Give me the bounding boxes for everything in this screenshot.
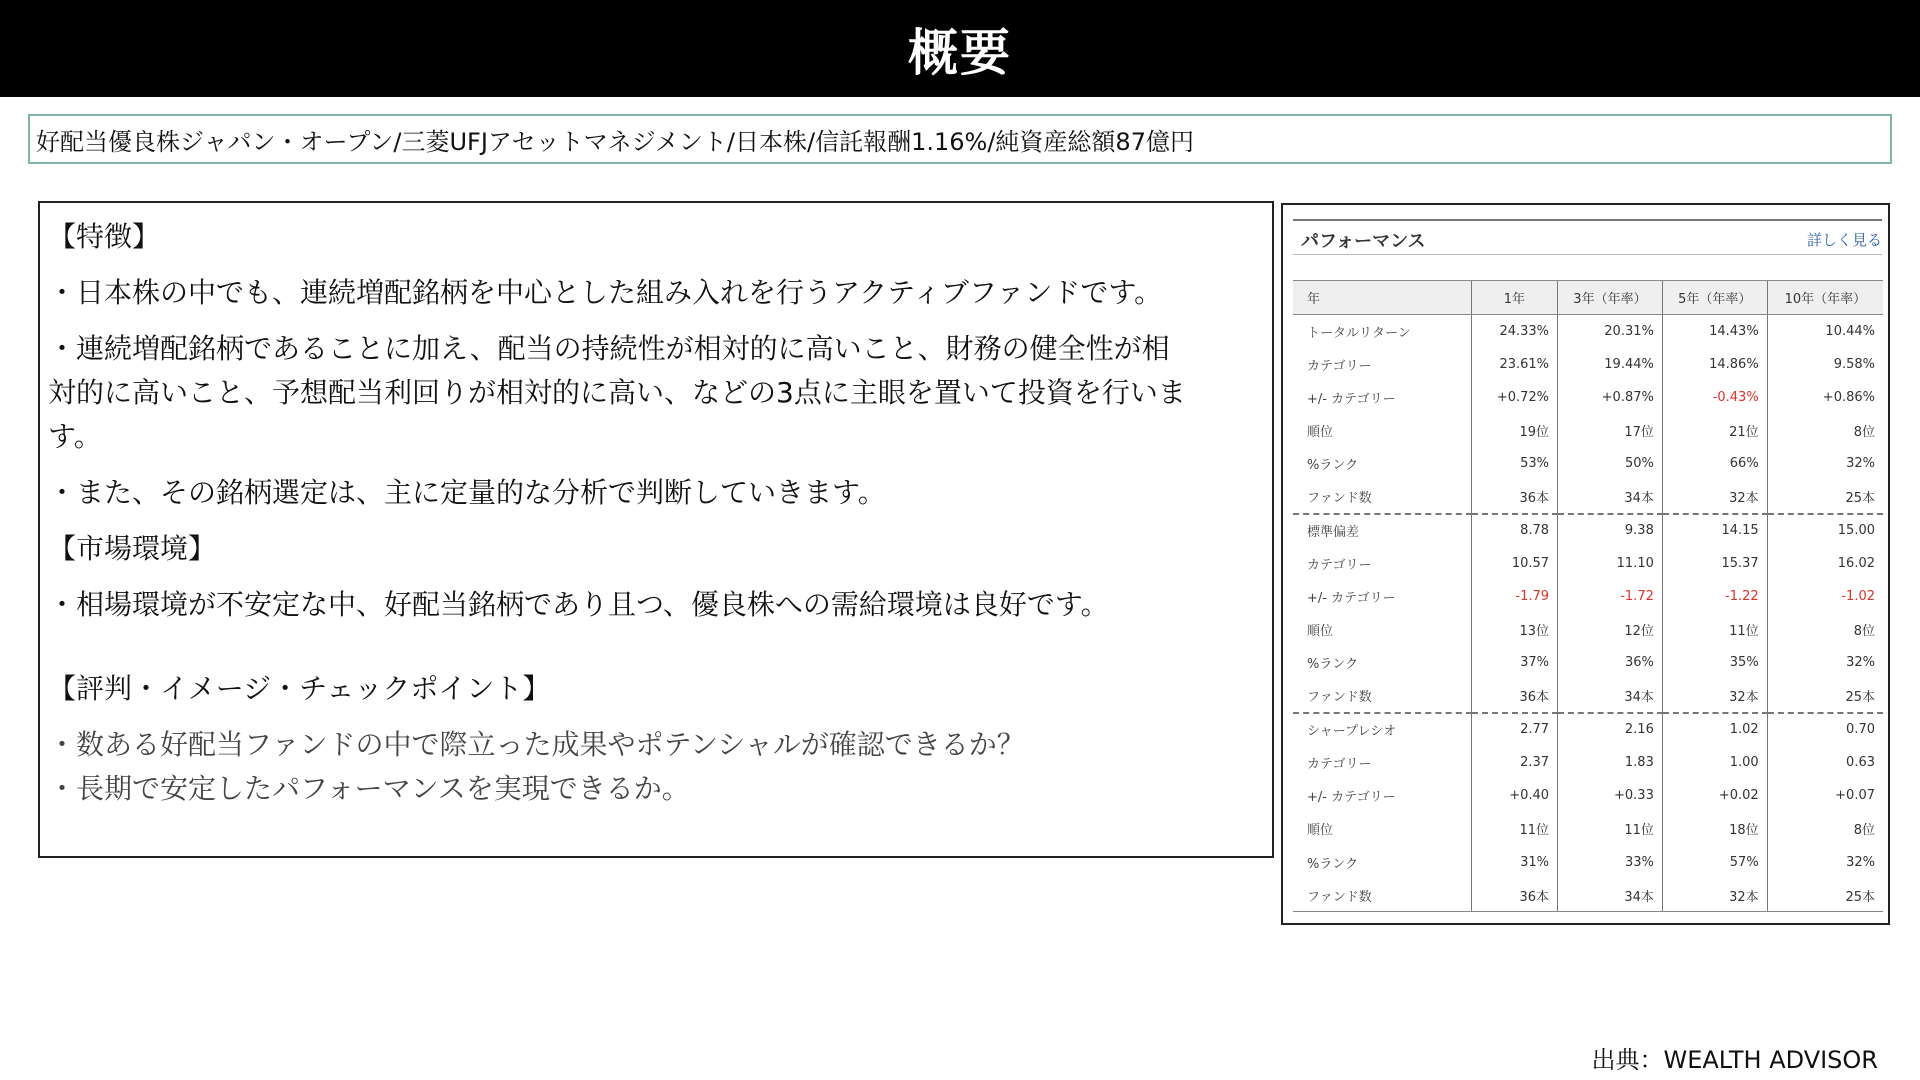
table-row <box>1293 713 1883 746</box>
table-cell: 24.33% <box>1471 315 1557 348</box>
table-cell: 36% <box>1558 646 1663 679</box>
row-label: ファンド数 <box>1307 491 1372 507</box>
table-cell: 31% <box>1471 846 1557 879</box>
table-cell: 11.10 <box>1558 547 1663 580</box>
performance-header-row <box>1293 281 1883 315</box>
market-line-1: ・相場環境が不安定な中、好配当銘柄であり且つ、優良株への需給環境は良好です。 <box>48 588 1109 621</box>
row-label: カテゴリー <box>1307 757 1372 773</box>
table-row <box>1293 746 1883 779</box>
table-row <box>1293 480 1883 513</box>
table-cell: +0.87% <box>1558 381 1663 414</box>
row-label: %ランク <box>1307 856 1359 872</box>
row-label: %ランク <box>1307 657 1359 673</box>
header-5y: 5年（年率） <box>1662 281 1767 315</box>
row-label: ファンド数 <box>1293 879 1471 912</box>
table-cell: +0.33 <box>1558 779 1663 812</box>
features-line-3: ・また、その銘柄選定は、主に定量的な分析で判断していきます。 <box>48 476 886 509</box>
table-row <box>1293 381 1883 414</box>
header-3y: 3年（年率） <box>1558 281 1663 315</box>
table-cell: 11位 <box>1558 812 1663 845</box>
table-cell: 21位 <box>1662 414 1767 447</box>
table-cell: 10.57 <box>1471 547 1557 580</box>
header-year: 年 <box>1293 281 1471 315</box>
table-row <box>1293 779 1883 812</box>
table-cell: +0.86% <box>1767 381 1883 414</box>
table-cell: 18位 <box>1662 812 1767 845</box>
table-row <box>1293 514 1883 547</box>
features-line-2a: ・連続増配銘柄であることに加え、配当の持続性が相対的に高いこと、財務の健全性が相 <box>48 332 1170 365</box>
table-cell: 34本 <box>1558 680 1663 713</box>
table-cell: 8位 <box>1767 812 1883 845</box>
table-row <box>1293 315 1883 348</box>
performance-table <box>1293 280 1883 912</box>
checkpoint-heading: 【評判・イメージ・チェックポイント】 <box>48 672 551 705</box>
table-row <box>1293 646 1883 679</box>
table-cell: +0.72% <box>1471 381 1557 414</box>
table-cell: 2.77 <box>1471 713 1557 746</box>
row-label: カテゴリー <box>1307 557 1372 573</box>
table-cell: +0.40 <box>1471 779 1557 812</box>
table-cell: 19位 <box>1471 414 1557 447</box>
table-cell: 37% <box>1471 646 1557 679</box>
table-cell: 14.43% <box>1662 315 1767 348</box>
table-cell: 32本 <box>1662 480 1767 513</box>
table-cell: 57% <box>1662 846 1767 879</box>
checkpoint-line-2: ・長期で安定したパフォーマンスを実現できるか。 <box>48 772 690 805</box>
table-cell: 25本 <box>1767 480 1883 513</box>
features-line-2c: す。 <box>48 420 102 453</box>
table-cell: 66% <box>1662 447 1767 480</box>
table-cell: 2.16 <box>1558 713 1663 746</box>
table-cell: 8位 <box>1767 414 1883 447</box>
table-row <box>1293 846 1883 879</box>
table-cell: 53% <box>1471 447 1557 480</box>
row-label: %ランク <box>1307 458 1359 474</box>
row-label: ファンド数 <box>1307 690 1372 706</box>
table-cell: 50% <box>1558 447 1663 480</box>
table-cell: 23.61% <box>1471 348 1557 381</box>
row-label: +/- カテゴリー <box>1307 591 1396 607</box>
table-cell: 25本 <box>1767 680 1883 713</box>
table-cell: -1.79 <box>1471 580 1557 613</box>
table-cell: 34本 <box>1558 480 1663 513</box>
table-cell: -0.43% <box>1662 381 1767 414</box>
table-cell: 36本 <box>1471 480 1557 513</box>
table-cell: -1.02 <box>1767 580 1883 613</box>
table-cell: 9.58% <box>1767 348 1883 381</box>
table-cell: 0.70 <box>1767 713 1883 746</box>
table-cell: 1.83 <box>1558 746 1663 779</box>
row-label: シャープレシオ <box>1293 713 1471 746</box>
see-more-link[interactable]: 詳しく見る <box>1806 231 1882 249</box>
table-cell: 32本 <box>1662 879 1767 912</box>
row-label: トータルリターン <box>1307 325 1411 341</box>
table-cell: 14.86% <box>1662 348 1767 381</box>
table-row <box>1293 447 1883 480</box>
checkpoint-line-1: ・数ある好配当ファンドの中で際立った成果やポテンシャルが確認できるか？ <box>48 728 1025 761</box>
row-label: +/- カテゴリー <box>1307 391 1396 407</box>
table-cell: +0.02 <box>1662 779 1767 812</box>
table-cell: 14.15 <box>1662 514 1767 547</box>
table-row <box>1293 613 1883 646</box>
table-row <box>1293 414 1883 447</box>
row-label: 順位 <box>1307 425 1334 441</box>
table-cell: 36本 <box>1471 879 1557 912</box>
table-cell: 8.78 <box>1471 514 1557 547</box>
header-1y: 1年 <box>1471 281 1557 315</box>
table-cell: 17位 <box>1558 414 1663 447</box>
table-cell: -1.22 <box>1662 580 1767 613</box>
performance-panel <box>1281 203 1890 925</box>
table-row <box>1293 680 1883 713</box>
table-cell: 32% <box>1767 447 1883 480</box>
features-line-1: ・日本株の中でも、連続増配銘柄を中心とした組み入れを行うアクティブファンドです。 <box>48 276 1163 309</box>
table-cell: 12位 <box>1558 613 1663 646</box>
table-cell: 2.37 <box>1471 746 1557 779</box>
table-cell: 15.00 <box>1767 514 1883 547</box>
features-heading: 【特徴】 <box>48 220 161 253</box>
performance-title: パフォーマンス <box>1301 230 1426 252</box>
market-heading: 【市場環境】 <box>48 532 217 565</box>
table-cell: 0.63 <box>1767 746 1883 779</box>
table-cell: 11位 <box>1662 613 1767 646</box>
table-cell: 13位 <box>1471 613 1557 646</box>
fund-info-banner: 好配当優良株ジャパン・オープン/三菱UFJアセットマネジメント/日本株/信託報酬1.16%/純資産総額87億円 <box>28 114 1892 164</box>
table-row <box>1293 879 1883 912</box>
table-cell: 10.44% <box>1767 315 1883 348</box>
header-10y: 10年（年率） <box>1767 281 1883 315</box>
table-row <box>1293 547 1883 580</box>
table-cell: 33% <box>1558 846 1663 879</box>
source-credit: 出典：WEALTH ADVISOR <box>1591 1046 1878 1074</box>
table-cell: 1.02 <box>1662 713 1767 746</box>
table-cell: 35% <box>1662 646 1767 679</box>
row-label: +/- カテゴリー <box>1307 790 1396 806</box>
table-cell: 9.38 <box>1558 514 1663 547</box>
table-cell: 20.31% <box>1558 315 1663 348</box>
table-cell: 8位 <box>1767 613 1883 646</box>
table-cell: 25本 <box>1767 879 1883 912</box>
page-title: 概要 <box>0 0 1920 97</box>
features-line-2b: 対的に高いこと、予想配当利回りが相対的に高い、などの3点に主眼を置いて投資を行いま <box>48 376 1186 409</box>
table-row <box>1293 580 1883 613</box>
table-cell: 36本 <box>1471 680 1557 713</box>
table-row <box>1293 812 1883 845</box>
table-cell: 32% <box>1767 646 1883 679</box>
table-cell: +0.07 <box>1767 779 1883 812</box>
table-cell: 32本 <box>1662 680 1767 713</box>
table-cell: 11位 <box>1471 812 1557 845</box>
description-panel <box>38 201 1274 858</box>
table-row <box>1293 348 1883 381</box>
row-label: 順位 <box>1307 823 1334 839</box>
table-cell: 34本 <box>1558 879 1663 912</box>
table-cell: -1.72 <box>1558 580 1663 613</box>
table-cell: 19.44% <box>1558 348 1663 381</box>
row-label: 順位 <box>1307 624 1334 640</box>
table-cell: 32% <box>1767 846 1883 879</box>
table-cell: 1.00 <box>1662 746 1767 779</box>
table-cell: 15.37 <box>1662 547 1767 580</box>
table-cell: 16.02 <box>1767 547 1883 580</box>
row-label: 標準偏差 <box>1293 514 1471 547</box>
row-label: カテゴリー <box>1307 358 1372 374</box>
